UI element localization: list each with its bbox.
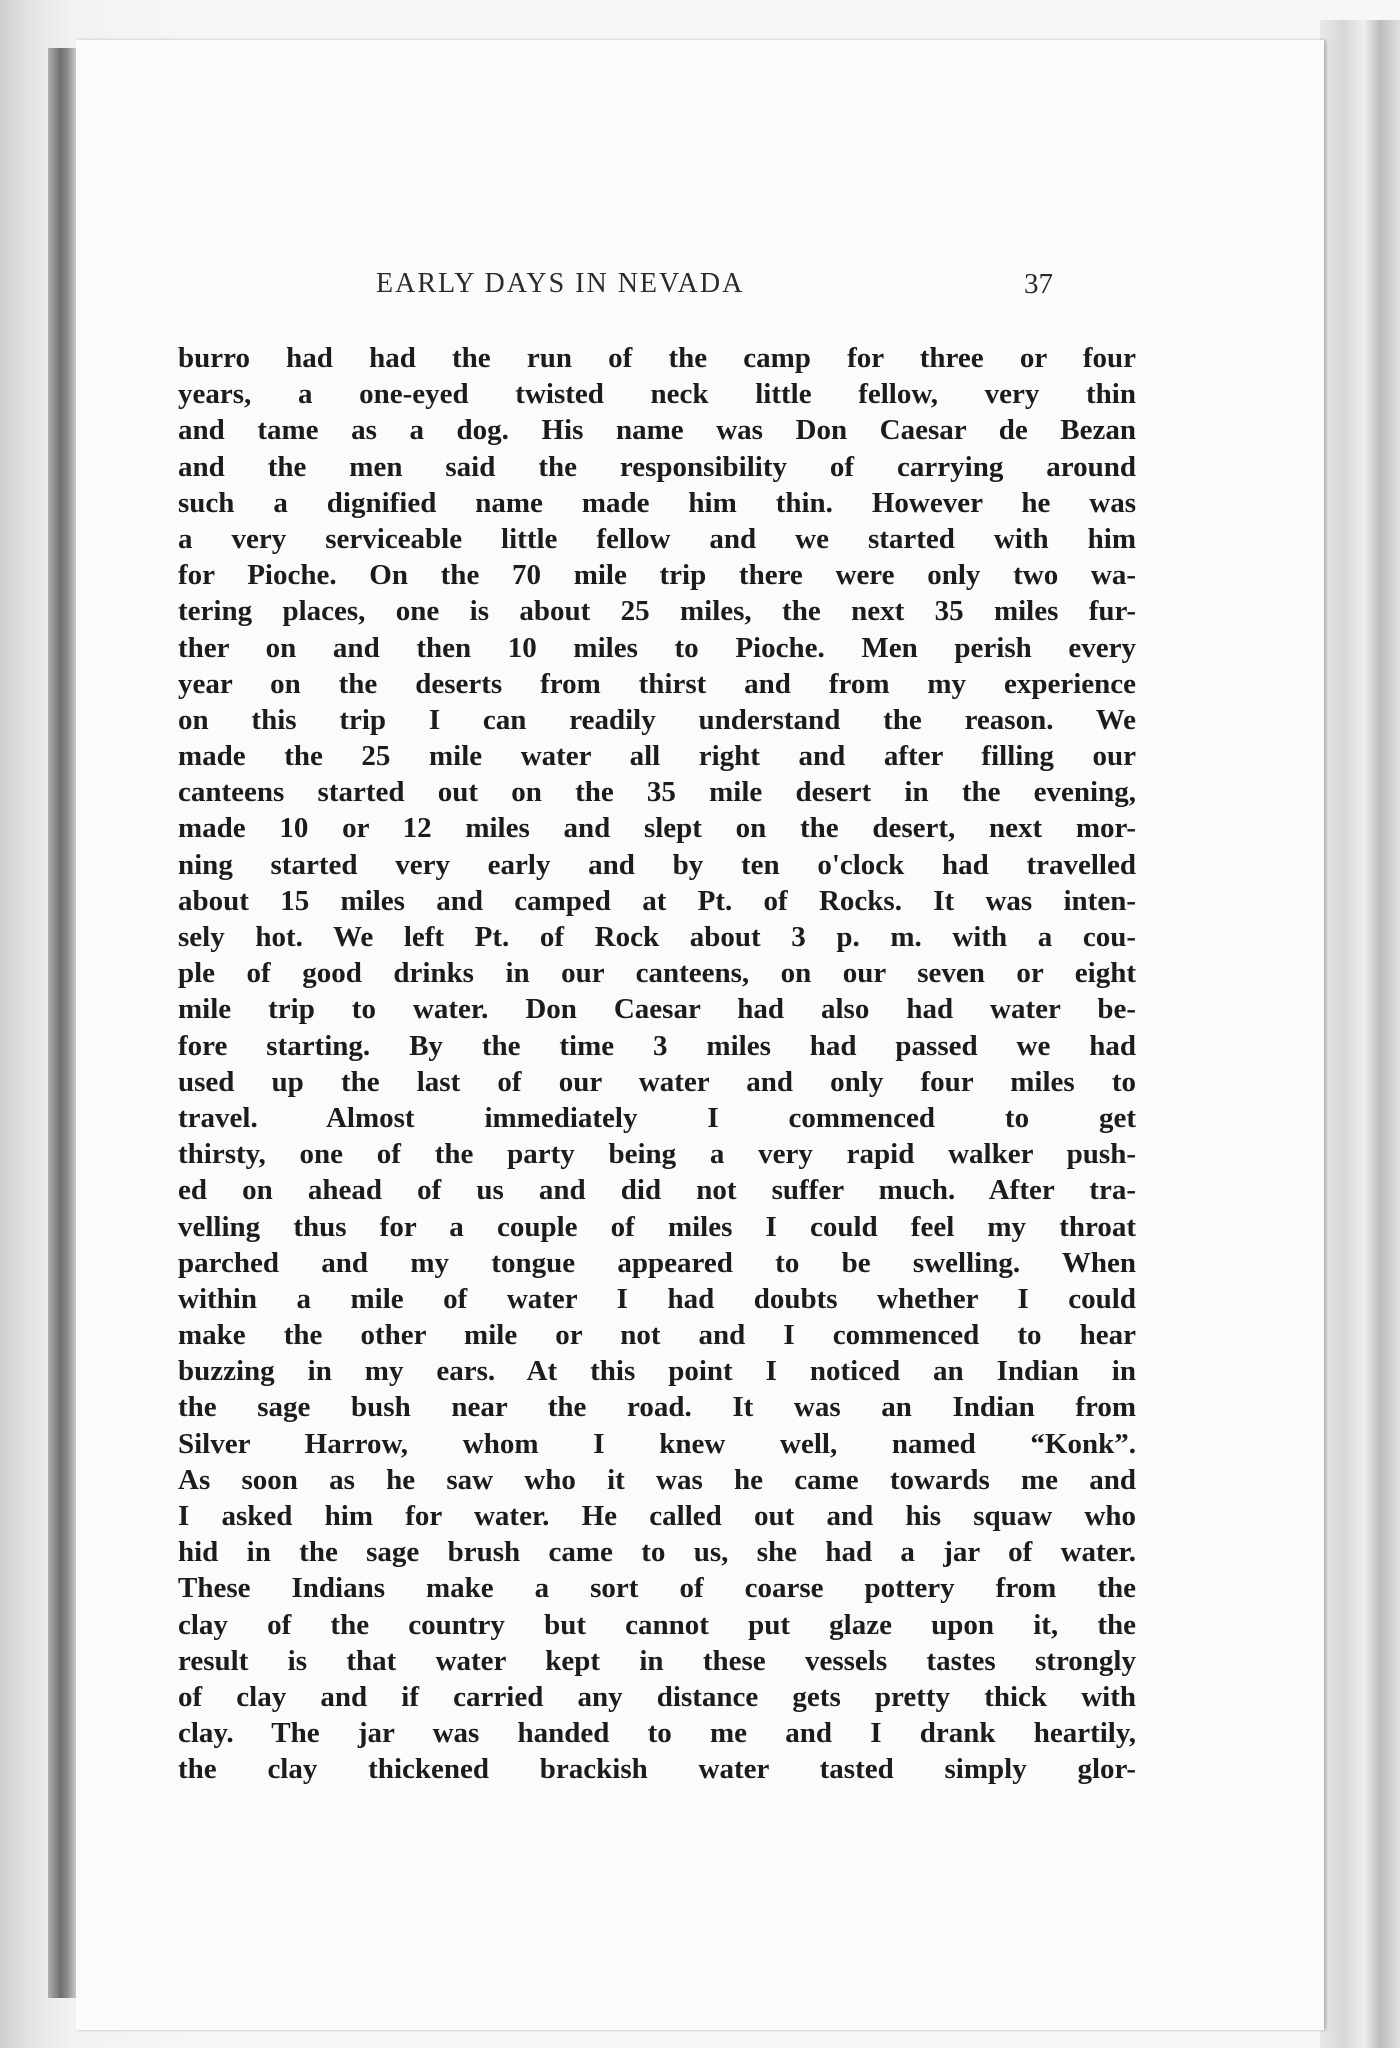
text-line: buzzing in my ears. At this point I noticed an Indian in — [178, 1355, 1136, 1388]
text-line: made the 25 mile water all right and after filling our — [178, 740, 1136, 773]
book-page — [76, 40, 1324, 2030]
text-line: Silver Harrow, whom I knew well, named “Konk”. — [178, 1427, 1136, 1460]
page-edges — [1320, 20, 1400, 2048]
text-line: ther on and then 10 miles to Pioche. Men perish every — [178, 631, 1136, 664]
text-line: travel. Almost immediately I commenced to get — [178, 1101, 1136, 1134]
text-line: and tame as a dog. His name was Don Caesar de Bezan — [178, 414, 1136, 447]
text-line: I asked him for water. He called out and his squaw who — [178, 1500, 1136, 1532]
text-line: such a dignified name made him thin. However he was — [178, 486, 1136, 519]
text-line: years, a one-eyed twisted neck little fellow, very thin — [178, 378, 1136, 411]
text-line: clay of the country but cannot put glaze upon it, the — [178, 1608, 1136, 1641]
text-line: ed on ahead of us and did not suffer much. After tra- — [178, 1174, 1136, 1207]
text-line: within a mile of water I had doubts whether I could — [178, 1282, 1136, 1315]
text-line: make the other mile or not and I commenced to hear — [178, 1319, 1136, 1352]
body-text — [178, 340, 1136, 1788]
text-line: about 15 miles and camped at Pt. of Rocks. It was inten- — [178, 884, 1136, 917]
text-line: hid in the sage brush came to us, she had a jar of water. — [178, 1536, 1136, 1569]
text-line: mile trip to water. Don Caesar had also had water be- — [178, 993, 1136, 1026]
text-line: made 10 or 12 miles and slept on the desert, next mor- — [178, 812, 1136, 845]
text-line: the sage bush near the road. It was an Indian from — [178, 1391, 1136, 1424]
text-line: tering places, one is about 25 miles, the next 35 miles fur- — [178, 595, 1136, 628]
text-line: clay. The jar was handed to me and I drank heartily, — [178, 1717, 1136, 1750]
text-line: a very serviceable little fellow and we started with him — [178, 522, 1136, 555]
book-binding — [48, 48, 76, 1998]
text-line: thirsty, one of the party being a very rapid walker push- — [178, 1138, 1136, 1171]
text-line: year on the deserts from thirst and from my experience — [178, 667, 1136, 700]
text-line: ple of good drinks in our canteens, on our seven or eight — [178, 957, 1136, 990]
text-line: canteens started out on the 35 mile desert in the evening, — [178, 776, 1136, 809]
text-line: fore starting. By the time 3 miles had passed we had — [178, 1029, 1136, 1062]
text-line: parched and my tongue appeared to be swelling. When — [178, 1246, 1136, 1279]
text-line: of clay and if carried any distance gets pretty thick with — [178, 1680, 1136, 1713]
text-line: As soon as he saw who it was he came towards me and — [178, 1463, 1136, 1496]
text-line: velling thus for a couple of miles I could feel my throat — [178, 1210, 1136, 1243]
text-line: ning started very early and by ten o'clock had travelled — [178, 848, 1136, 881]
running-head-title: EARLY DAYS IN NEVADA — [376, 268, 745, 299]
running-head — [76, 268, 1324, 312]
text-line: the clay thickened brackish water tasted simply glor- — [178, 1753, 1136, 1786]
text-line: for Pioche. On the 70 mile trip there were only two wa- — [178, 559, 1136, 592]
page-number: 37 — [1024, 268, 1053, 300]
text-line: sely hot. We left Pt. of Rock about 3 p. m. with a cou- — [178, 921, 1136, 953]
text-line: on this trip I can readily understand the reason. We — [178, 703, 1136, 736]
text-line: used up the last of our water and only four miles to — [178, 1065, 1136, 1098]
text-line: These Indians make a sort of coarse pottery from the — [178, 1572, 1136, 1605]
text-line: and the men said the responsibility of carrying around — [178, 450, 1136, 483]
text-line: result is that water kept in these vessels tastes strongly — [178, 1644, 1136, 1677]
text-line: burro had had the run of the camp for three or four — [178, 342, 1136, 374]
